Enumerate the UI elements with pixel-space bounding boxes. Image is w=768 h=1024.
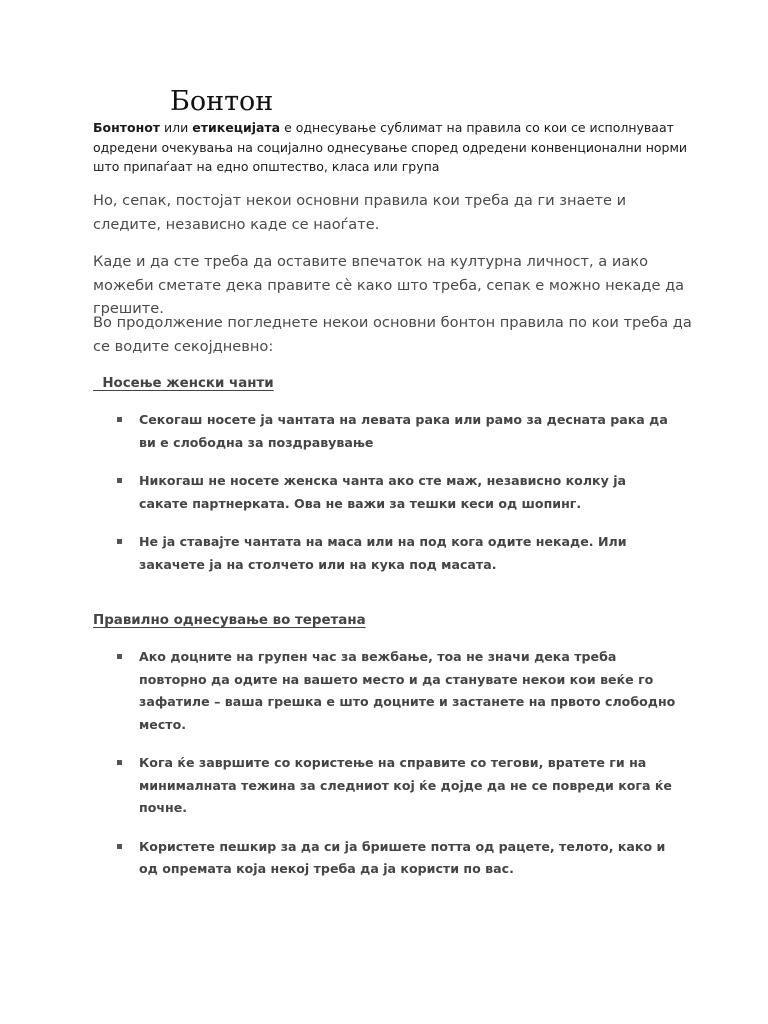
list-item-text: Ако доцните на групен час за вежбање, тоа не значи дека треба повторно да одите на вашето место и да станувате некои кои веќе го зафатиле – ваша грешка е што доцните и застанете на првото слободно место. <box>139 649 676 732</box>
paragraph-3: Во продолжение погледнете некои основни бонтон правила по кои треба да се водите секојдневно: <box>93 314 692 355</box>
square-bullet-icon <box>117 760 122 765</box>
list-item <box>117 409 677 454</box>
list-item-text: Секогаш носете ја чантата на левата рака или рамо за десната рака да ви е слободна за поздравување <box>139 412 668 450</box>
paragraph-2: Каде и да сте треба да оставите впечаток на културна личност, а иако можеби сметате дека правите сè како што треба, сепак е можно некаде да грешите. <box>93 253 685 317</box>
square-bullet-icon <box>117 654 122 659</box>
list-item-text: Кога ќе завршите со користење на справите со тегови, вратете ги на минималната тежина за следниот кој ќе дојде да не се повреди кога ќе почне. <box>139 755 672 815</box>
list-item <box>117 531 677 576</box>
list-item-text: Никогаш не носете женска чанта ако сте маж, независно колку ја сакате партнерката. Ова не важи за тешки кеси од шопинг. <box>139 473 627 511</box>
list-item <box>117 836 677 881</box>
intro-or: или <box>160 120 193 135</box>
page-title: Бонтон <box>170 86 274 117</box>
intro-definition <box>93 118 693 177</box>
bullet-list-handbags <box>117 409 677 592</box>
intro-term-bontonot: Бонтонот <box>93 120 161 135</box>
square-bullet-icon <box>117 539 122 544</box>
intro-term-etiketsijata: етикецијата <box>192 120 281 135</box>
list-item-text: Користете пешкир за да си ја бришете потта од рацете, телото, како и од опремата која некој треба да ја користи по вас. <box>139 838 666 876</box>
square-bullet-icon <box>117 417 122 422</box>
list-item <box>117 752 677 820</box>
intro-definition-text: е однесување сублимат на правила со кои се исполнуваат одредени очекувања на социјално однесување според одредени конвенционални норми што припаѓаат на едно општество, класа или група <box>93 120 688 174</box>
list-item-text: Не ја ставајте чантата на маса или на под кога одите некаде. Или закачете ја на столчето или на кука под масата. <box>139 534 627 572</box>
list-item <box>117 646 677 736</box>
paragraph-1: Но, сепак, постојат некои основни правила кои треба да ги знаете и следите, независно каде се наоѓате. <box>93 192 627 233</box>
bullet-list-gym <box>117 646 677 897</box>
list-item <box>117 470 677 515</box>
section-heading-gym: Правилно однесување во теретана <box>93 613 366 628</box>
square-bullet-icon <box>117 478 122 483</box>
section-heading-handbags: Носење женски чанти <box>93 376 274 391</box>
square-bullet-icon <box>117 844 122 849</box>
